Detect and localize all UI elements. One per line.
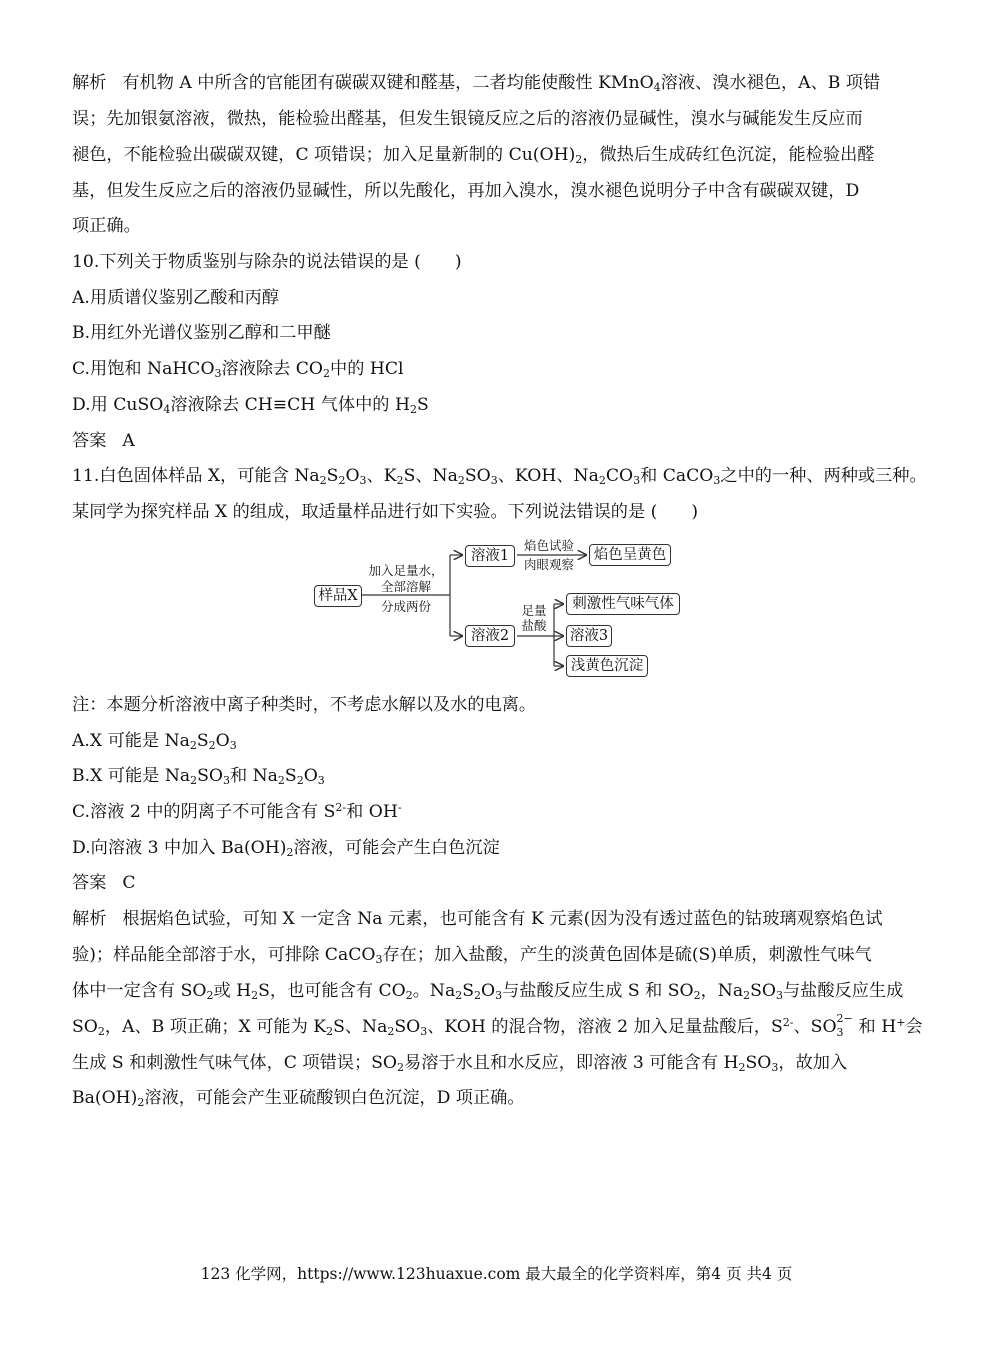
answer-value: A — [122, 431, 135, 451]
flame-test-note: 焰色试验 — [523, 538, 574, 553]
q11-note: 注：本题分析溶液中离子种类时，不考虑水解以及水的电离。 — [72, 695, 537, 715]
q11-option-b: B.X 可能是 $Na_2SO_3$和 $Na_2S_2O_3$ — [72, 766, 325, 787]
q11-analysis-line-3: 体中一定含有 $SO_2$或 $H_2S$，也可能含有 $CO_2$。$Na_2S_2O_3$与盐酸反应生成 S 和 $SO_2$，$Na_2SO_3$与盐酸反应生成 — [72, 981, 904, 1002]
visual-observe-note: 肉眼观察 — [523, 557, 574, 572]
q11-option-d: D.向溶液 3 中加入 $Ba(OH)_2$溶液，可能会产生白色沉淀 — [72, 838, 500, 859]
q11-option-c: C.溶液 2 中的阴离子不可能含有 $S^{2-}$和 OH- — [72, 801, 402, 822]
solution3-box: 溶液3 — [566, 625, 612, 647]
experiment-flow-diagram — [310, 536, 690, 682]
q10-option-b: B.用红外光谱仪鉴别乙醇和二甲醚 — [72, 323, 331, 343]
step1-note-2: 全部溶解 — [380, 579, 431, 594]
analysis-label: 解析 — [72, 909, 107, 929]
acid-note-2: 盐酸 — [521, 618, 547, 633]
analysis9-line-5: 项正确。 — [72, 216, 141, 236]
q11-analysis-line-4: $SO_2$，A、B 项正确；X 可能为 $K_2S$、$Na_2SO_3$、KOH 的混合物，溶液 2 加入足量盐酸后，$S^{2-}$、SO 2− 3 和 H+会 — [72, 1012, 923, 1039]
q11-answer — [72, 872, 136, 894]
analysis9-line-4: 基，但发生反应之后的溶液仍显碱性，所以先酸化，再加入溴水，溴水褪色说明分子中含有碳碳双键，D — [72, 181, 860, 201]
answer-label: 答案 — [72, 431, 107, 451]
answer-label: 答案 — [72, 873, 107, 893]
q10-option-d: D.用 CuSO$_4$溶液除去 CH≡CH 气体中的 $H_2S$ — [72, 395, 429, 416]
solution2-box: 溶液2 — [465, 625, 515, 647]
analysis9-line-1: 解析 有机物 A 中所含的官能团有碳碳双键和醛基，二者均能使酸性 KMnO$_4$溶液、溴水褪色，A、B 项错 — [72, 73, 881, 94]
sample-x-box: 样品X — [314, 585, 362, 607]
q11-analysis-line-1: 解析 根据焰色试验，可知 X 一定含 Na 元素，也可能含有 K 元素(因为没有透过蓝色的钴玻璃观察焰色试 — [72, 909, 883, 929]
q11-analysis-line-5: 生成 S 和刺激性气味气体，C 项错误；$SO_2$易溶于水且和水反应，即溶液 3 可能含有 $H_2SO_3$，故加入 — [72, 1053, 848, 1074]
q11-stem-line-1: 11.白色固体样品 X，可能含 $Na_2S_2O_3$、$K_2S$、$Na_2SO_3$、KOH、$Na_2CO_3$和 CaCO$_3$之中的一种、两种或三种。 — [72, 466, 927, 487]
flame-result-box: 焰色呈黄色 — [589, 544, 671, 566]
q10-stem: 10.下列关于物质鉴别与除杂的说法错误的是 ( ) — [72, 252, 462, 272]
yellow-precipitate-box: 浅黄色沉淀 — [566, 655, 648, 677]
analysis9-line-2: 误；先加银氨溶液，微热，能检验出醛基，但发生银镜反应之后的溶液仍显碱性，溴水与碱能发生反应而 — [72, 109, 863, 129]
q10-answer — [72, 430, 135, 452]
page-footer: 123 化学网，https://www.123huaxue.com 最大最全的化学资料库，第4 页 共4 页 — [200, 1265, 793, 1283]
q10-option-c: C.用饱和 NaHCO$_3$溶液除去 $CO_2$中的 HCl — [72, 359, 404, 380]
q11-option-a: A.X 可能是 $Na_2S_2O_3$ — [72, 731, 237, 752]
answer-value: C — [122, 873, 136, 893]
q11-analysis-line-6: $Ba(OH)_2$溶液，可能会产生亚硫酸钡白色沉淀，D 项正确。 — [72, 1088, 525, 1109]
analysis9-line-3: 褪色，不能检验出碳碳双键，C 项错误；加入足量新制的 $Cu(OH)_2$，微热后生成砖红色沉淀，能检验出醛 — [72, 145, 875, 166]
solution1-box: 溶液1 — [465, 545, 515, 567]
q10-option-a: A.用质谱仪鉴别乙酸和丙醇 — [72, 288, 279, 308]
acid-note-1: 足量 — [521, 603, 547, 618]
step1-note-1: 加入足量水， — [368, 563, 444, 578]
q11-analysis-line-2: 验)；样品能全部溶于水，可排除 CaCO$_3$存在；加入盐酸，产生的淡黄色固体是硫(S)单质，刺激性气味气 — [72, 945, 872, 966]
pungent-gas-box: 刺激性气味气体 — [566, 593, 680, 615]
q11-stem-line-2: 某同学为探究样品 X 的组成，取适量样品进行如下实验。下列说法错误的是 ( ) — [72, 502, 699, 522]
analysis-label: 解析 — [72, 73, 107, 93]
step1-note-3: 分成两份 — [380, 599, 431, 614]
sulfite-ion-charge: 2− 3 — [836, 1012, 853, 1039]
